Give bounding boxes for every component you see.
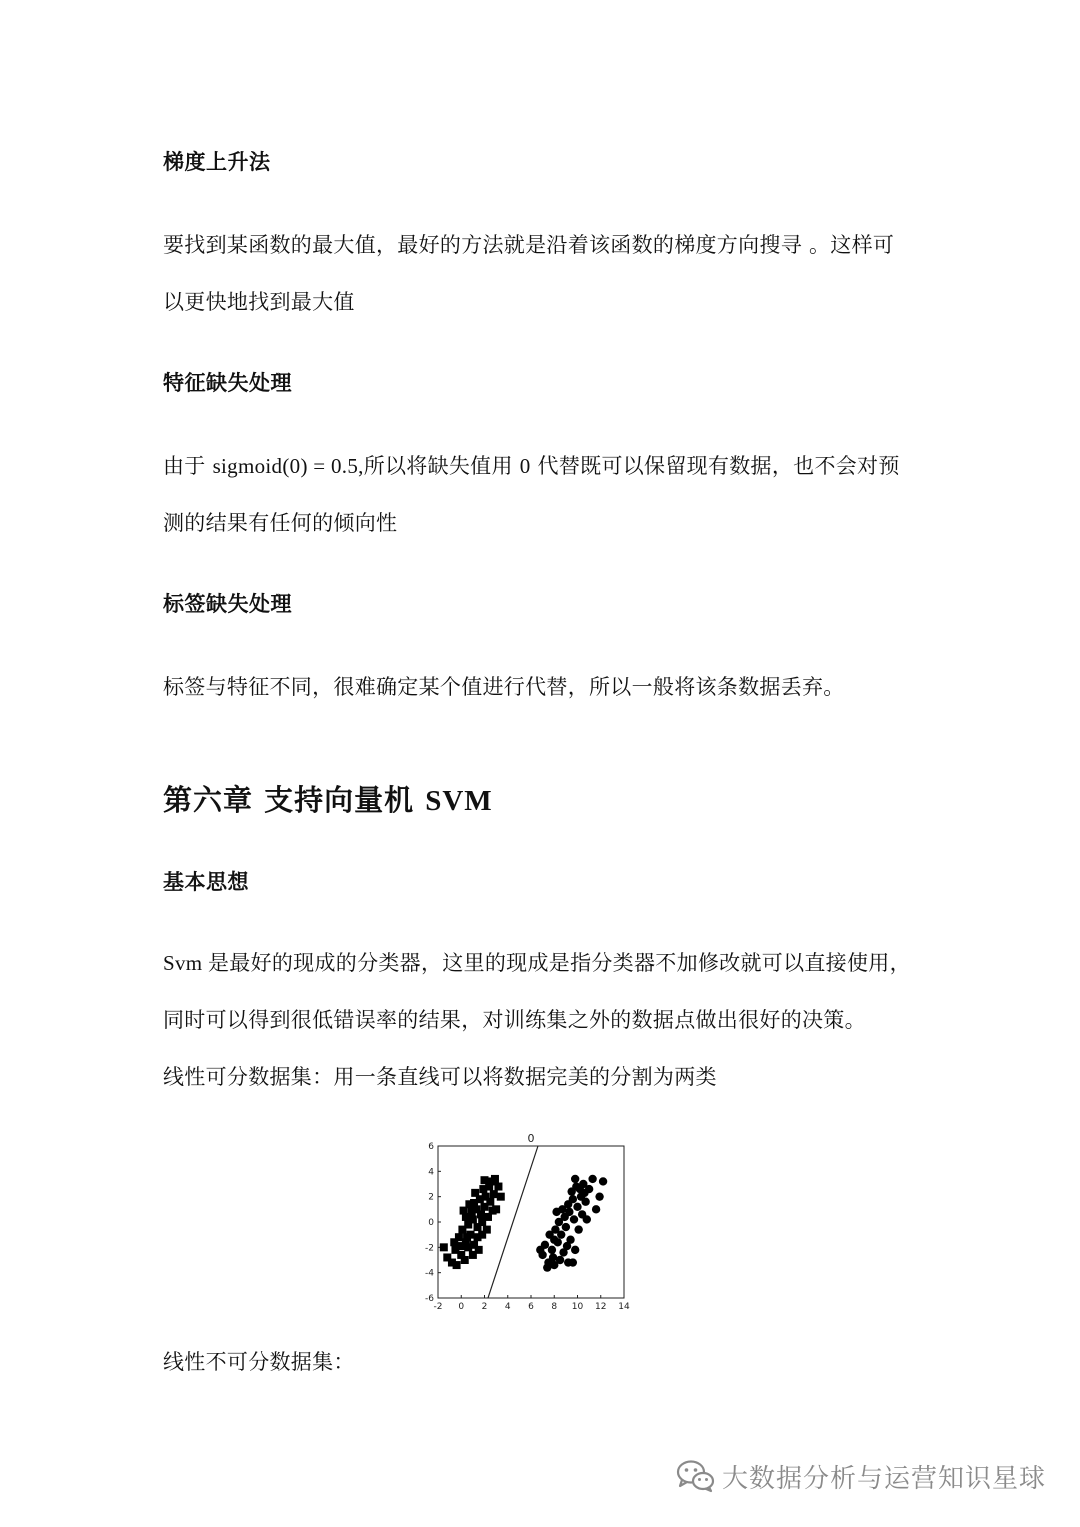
basic-idea-line-1-text: 是最好的现成的分类器，这里的现成是指分类器不加修改就可以直接使用， (207, 951, 911, 975)
data-point-square (478, 1231, 486, 1239)
data-point-circle (580, 1189, 588, 1197)
basic-idea-line-2: 同时可以得到很低错误率的结果，对训练集之外的数据点做出很好的决策。 (163, 1008, 866, 1032)
data-point-circle (557, 1230, 565, 1238)
x-tick-label: 2 (481, 1302, 488, 1312)
data-point-square (477, 1210, 485, 1218)
feature-missing-mid: 所以将缺失值用 (363, 454, 520, 478)
data-point-circle (543, 1263, 551, 1271)
data-point-square (440, 1243, 448, 1251)
chapter-title (163, 778, 493, 819)
data-point-square (469, 1251, 477, 1259)
x-tick-label: 12 (595, 1302, 607, 1312)
y-tick-label: -6 (425, 1294, 434, 1304)
basic-idea-line-1 (163, 947, 911, 977)
x-tick-label: 4 (504, 1302, 511, 1312)
x-tick-label: 0 (458, 1302, 465, 1312)
sigmoid-formula: sigmoid(0) = 0.5, (212, 454, 364, 478)
separator-line (488, 1146, 538, 1298)
data-point-circle (570, 1215, 578, 1223)
data-point-square (486, 1198, 494, 1206)
gradient-ascent-line-2: 以更快地找到最大值 (163, 290, 355, 314)
data-point-circle (550, 1236, 558, 1244)
y-tick-label: -4 (425, 1268, 434, 1279)
chapter-title-cn: 第六章 支持向量机 (163, 783, 426, 817)
data-point-square (481, 1176, 489, 1184)
y-tick-label: 6 (428, 1142, 434, 1152)
data-point-circle (562, 1223, 570, 1231)
data-point-circle (595, 1192, 603, 1200)
y-tick-label: 2 (428, 1192, 434, 1203)
data-point-square (461, 1256, 469, 1264)
data-point-square (457, 1242, 465, 1250)
data-point-circle (592, 1205, 600, 1213)
data-point-square (471, 1189, 479, 1197)
heading-label-missing: 标签缺失处理 (163, 592, 292, 616)
svm-scatter-chart (410, 1128, 640, 1314)
data-point-circle (548, 1246, 556, 1254)
data-point-circle (569, 1258, 577, 1266)
y-tick-label: -2 (425, 1243, 434, 1254)
label-missing-line-1: 标签与特征不同，很难确定某个值进行代替，所以一般将该条数据丢弃。 (163, 675, 845, 699)
chapter-title-en: SVM (425, 785, 493, 817)
data-point-circle (569, 1195, 577, 1203)
y-tick-label: 0 (428, 1218, 434, 1228)
data-point-square (497, 1193, 505, 1201)
data-point-circle (573, 1203, 581, 1211)
x-tick-label: 6 (528, 1302, 534, 1312)
feature-missing-line-1 (163, 450, 900, 480)
x-tick-label: 10 (571, 1302, 584, 1312)
wechat-icon (676, 1459, 716, 1493)
data-point-circle (574, 1225, 582, 1233)
x-tick-label: -2 (433, 1302, 443, 1312)
data-point-circle (588, 1175, 596, 1183)
data-point-square (490, 1190, 498, 1198)
feature-missing-line-2: 测的结果有任何的倾向性 (163, 511, 398, 535)
data-point-circle (536, 1246, 544, 1254)
y-tick-label: 4 (428, 1167, 434, 1178)
data-point-circle (571, 1246, 579, 1254)
linear-inseparable-line: 线性不可分数据集： (163, 1350, 355, 1374)
data-point-square (453, 1261, 461, 1269)
gradient-ascent-line-1: 要找到某函数的最大值，最好的方法就是沿着该函数的梯度方向搜寻 。这样可 (163, 233, 895, 257)
data-point-circle (563, 1242, 571, 1250)
feature-missing-suffix: 代替既可以保留现有数据，也不会对预 (530, 454, 900, 478)
data-point-circle (583, 1215, 591, 1223)
zero-value: 0 (519, 454, 531, 478)
x-tick-label: 14 (618, 1302, 630, 1312)
data-point-circle (549, 1253, 557, 1261)
data-point-square (450, 1238, 458, 1246)
heading-gradient-ascent: 梯度上升法 (163, 150, 271, 174)
chart-svg (410, 1128, 640, 1314)
data-point-circle (581, 1198, 589, 1206)
watermark (676, 1456, 1046, 1496)
data-point-square (494, 1183, 502, 1191)
data-point-square (491, 1175, 499, 1183)
data-point-circle (552, 1208, 560, 1216)
heading-feature-missing: 特征缺失处理 (163, 371, 292, 395)
linear-separable-line: 线性可分数据集：用一条直线可以将数据完美的分割为两类 (163, 1065, 717, 1089)
data-point-circle (599, 1177, 607, 1185)
data-point-square (465, 1200, 473, 1208)
heading-basic-idea: 基本思想 (163, 870, 249, 894)
data-point-square (463, 1233, 471, 1241)
data-point-square (469, 1215, 477, 1223)
data-point-square (489, 1207, 497, 1215)
data-point-circle (571, 1175, 579, 1183)
x-tick-label: 8 (551, 1302, 558, 1312)
feature-missing-prefix: 由于 (163, 454, 213, 478)
chart-title: 0 (527, 1132, 535, 1145)
watermark-text: 大数据分析与运营知识星球 (722, 1463, 1047, 1494)
svm-term: Svm (163, 951, 208, 975)
